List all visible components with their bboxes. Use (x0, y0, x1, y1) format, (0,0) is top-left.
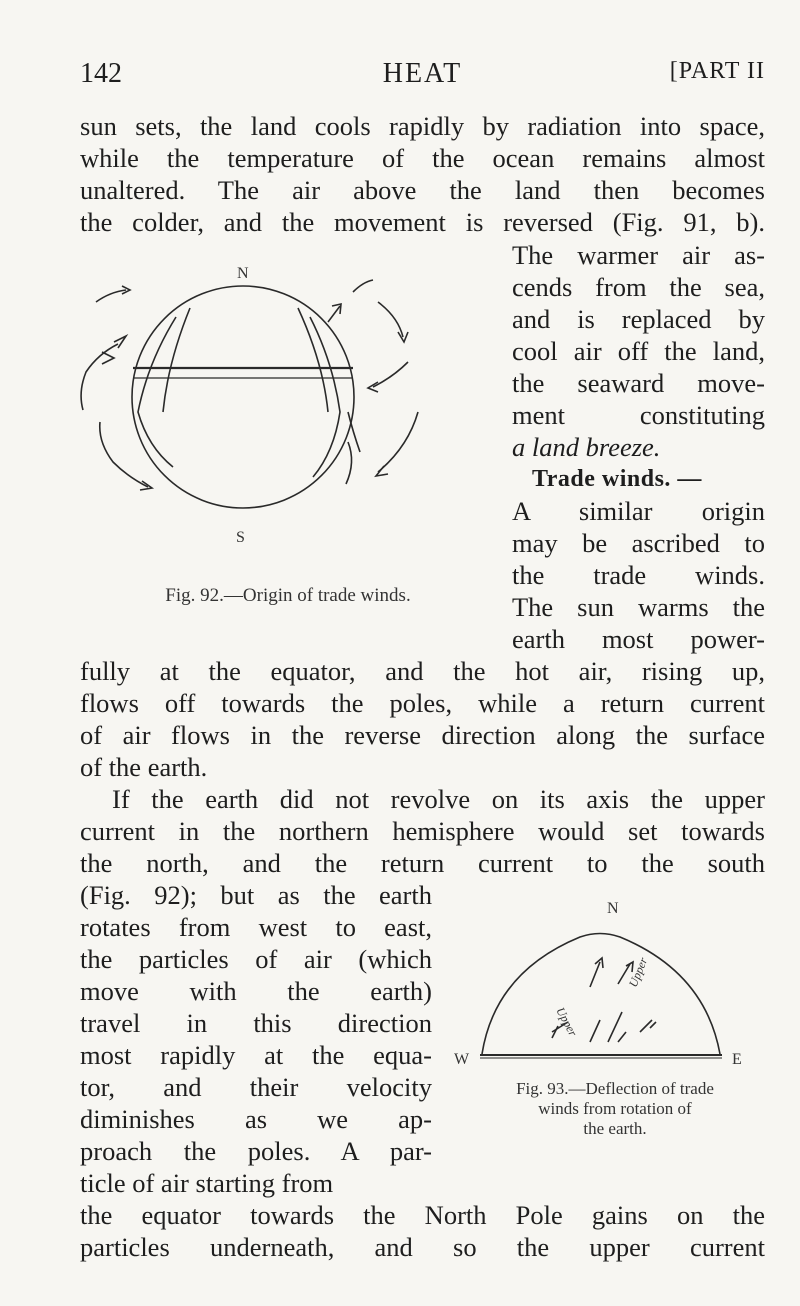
text-line: the particles of air (which (80, 944, 432, 974)
north-label: N (237, 265, 249, 282)
text-line: of air flows in the reverse direction along the surface (80, 720, 765, 750)
hemisphere-outline (482, 934, 720, 1055)
wind-arrow (310, 317, 340, 477)
text-line: cends from the sea, (512, 272, 765, 302)
text-line: flows off towards the poles, while a return current (80, 688, 765, 718)
text-line: fully at the equator, and the hot air, rising up, (80, 656, 765, 686)
text-line: most rapidly at the equa- (80, 1040, 432, 1070)
wind-arrow (378, 302, 403, 337)
running-header (80, 58, 765, 98)
figure-92-caption: Fig. 92.—Origin of trade winds. (165, 585, 411, 606)
text-line: the equator towards the North Pole gains on the (80, 1200, 765, 1230)
text-line: proach the poles. A par- (80, 1136, 432, 1166)
wind-arrow (378, 412, 418, 472)
text-line: and is replaced by (512, 304, 765, 334)
wind-arrow (608, 1012, 622, 1042)
text-line: cool air off the land, (512, 336, 765, 366)
north-label: N (607, 900, 619, 917)
caption-line: winds from rotation of (538, 1099, 692, 1118)
running-title: HEAT (382, 58, 463, 89)
west-label: W (454, 1051, 470, 1068)
text-line: current in the northern hemisphere would set towards (80, 816, 765, 846)
text-line: ment constituting (512, 400, 765, 430)
text-line: while the temperature of the ocean remains almost (80, 143, 765, 173)
text-line: ticle of air starting from (80, 1168, 334, 1198)
text-line: rotates from west to east, (80, 912, 432, 942)
figure-93 (440, 892, 770, 1072)
east-label: E (732, 1051, 742, 1068)
text-line: earth most power- (512, 624, 765, 654)
svg-text:Upper: Upper (553, 1004, 581, 1039)
text-line: the seaward move- (512, 368, 765, 398)
part-label: [PART II (669, 58, 765, 84)
wind-arrow (81, 344, 118, 410)
south-label: S (236, 529, 245, 546)
figure-92 (78, 262, 498, 602)
trade-winds-deflection-diagram (440, 892, 770, 1072)
wind-arrow (96, 290, 126, 302)
text-line: the colder, and the movement is reversed (Fig. 91, b). (80, 207, 765, 237)
text-line: (Fig. 92); but as the earth (80, 880, 432, 910)
wind-arrow (138, 317, 176, 467)
text-line: the trade winds. (512, 560, 765, 590)
text-line: diminishes as we ap- (80, 1104, 432, 1134)
wind-arrow (373, 362, 408, 387)
text-line: A similar origin (512, 496, 765, 526)
figure-93-caption (470, 1079, 760, 1139)
text-line: travel in this direction (80, 1008, 432, 1038)
text-line: If the earth did not revolve on its axis the upper (112, 784, 765, 814)
page-number: 142 (80, 58, 122, 89)
text-line: unaltered. The air above the land then becomes (80, 175, 765, 205)
text-line-land-breeze: a land breeze. (512, 432, 661, 462)
caption-line: the earth. (583, 1119, 647, 1138)
wind-arrow (100, 422, 148, 487)
text-line: sun sets, the land cools rapidly by radiation into space, (80, 111, 765, 141)
section-heading-trade-winds: Trade winds. — (532, 466, 702, 492)
text-line: the north, and the return current to the south (80, 848, 765, 878)
trade-winds-origin-diagram (78, 262, 498, 602)
text-line: particles underneath, and so the upper current (80, 1232, 765, 1262)
text-line: of the earth. (80, 752, 208, 782)
text-line: move with the earth) (80, 976, 432, 1006)
text-line: may be ascribed to (512, 528, 765, 558)
svg-text:Upper: Upper (625, 955, 651, 990)
wind-arrow (590, 962, 600, 987)
text-line: The sun warms the (512, 592, 765, 622)
text-line: The warmer air as- (512, 240, 765, 270)
text-line: tor, and their velocity (80, 1072, 432, 1102)
wind-arrow (590, 1020, 600, 1042)
caption-line: Fig. 93.—Deflection of trade (516, 1079, 714, 1098)
